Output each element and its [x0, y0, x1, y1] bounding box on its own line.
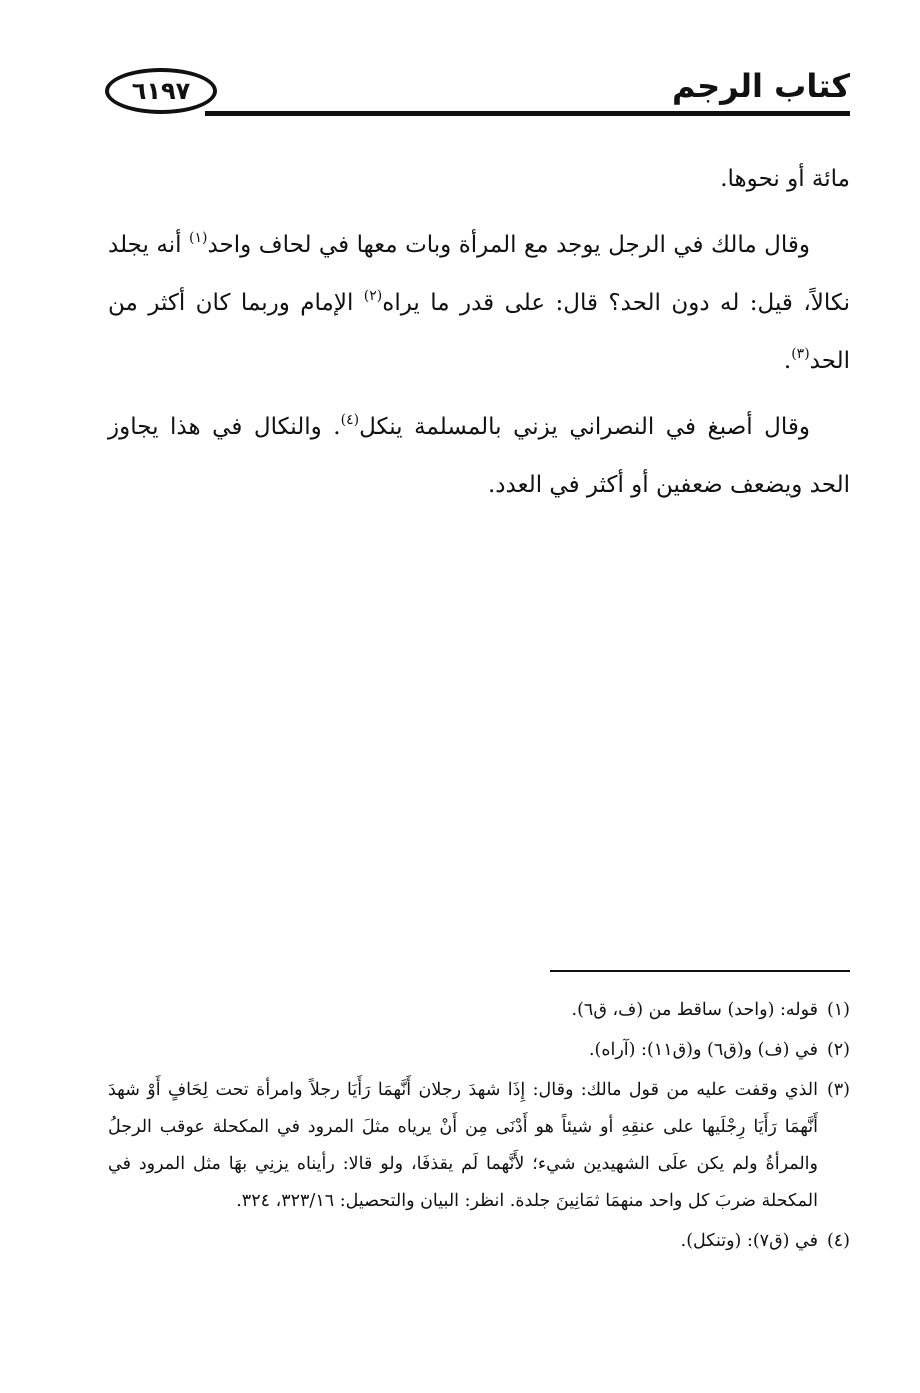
footnote-2 — [108, 1032, 850, 1069]
text-segment: وقال مالك في الرجل يوجد مع المرأة وبات معها في لحاف واحد — [207, 232, 810, 258]
page-number-badge — [105, 68, 217, 114]
footnote-number: (٤) — [826, 1231, 850, 1251]
text-segment: . — [783, 348, 792, 374]
footnote-marker-3[interactable]: (٣) — [791, 346, 810, 362]
book-title: كتاب الرجم — [671, 67, 850, 105]
main-text — [108, 150, 850, 522]
footnote-text: قوله: (واحد) ساقط من (ف، ق٦). — [571, 1000, 818, 1020]
text-segment: . والنكال في هذا يجاوز الحد ويضعف ضعفين أو أكثر في العدد. — [108, 414, 850, 498]
footnote-text: في (ف) و(ق٦) و(ق١١): (آراه). — [588, 1040, 818, 1060]
page-header — [105, 58, 850, 120]
footnote-number: (١) — [826, 1000, 850, 1020]
text-segment: وقال أصبغ في النصراني يزني بالمسلمة ينكل — [359, 414, 810, 440]
page-number: ٦١٩٧ — [131, 77, 191, 105]
header-rule — [205, 111, 850, 116]
footnote-text: الذي وقفت عليه من قول مالك: وقال: إِذَا شهدَ رجلان أَنَّهمَا رَأَيَا رجلاً وامرأة تحت لِحَافٍ أَوْ شهدَ أَنَّهمَا رَأَيَا رِجْلَيها على عنقِهِ أو شيئاً هو أَدْنَى مِن أَنْ يرياه مثلَ المرود في المكحلة عوقب الرجلُ والمرأةُ ولم يكن علَى الشهيدين شيء؛ لأَنَّهما لَم يقذفَا، ولو قالا: رأيناه يزنِي بهَا مثل المرود في المكحلة ضربَ كل واحد منهمَا ثمَانِينَ جلدة. انظر: البيان والتحصيل: ٣٢٣/١٦، ٣٢٤. — [108, 1080, 818, 1211]
text-segment: مائة أو نحوها. — [720, 166, 850, 192]
footnote-text: في (ق٧): (وتنكل). — [680, 1231, 818, 1251]
text-segment: أنه يجلد نكالاً، قيل: له دون الحد؟ قال: على قدر ما يراه — [108, 232, 850, 316]
footnote-number: (٢) — [826, 1040, 850, 1060]
footnote-marker-1[interactable]: (١) — [189, 230, 208, 246]
footnote-4 — [108, 1223, 850, 1260]
footnote-3 — [108, 1072, 850, 1220]
footnote-1 — [108, 992, 850, 1029]
paragraph-3 — [108, 398, 850, 514]
footnote-marker-2[interactable]: (٢) — [363, 288, 383, 304]
footnotes — [108, 992, 850, 1263]
paragraph-2 — [108, 216, 850, 390]
footnote-number: (٣) — [826, 1080, 850, 1100]
paragraph-1 — [108, 150, 850, 208]
footnote-marker-4[interactable]: (٤) — [340, 412, 360, 428]
text-segment: الإمام وربما كان أكثر من الحد — [108, 290, 850, 374]
footnote-separator — [550, 970, 850, 972]
